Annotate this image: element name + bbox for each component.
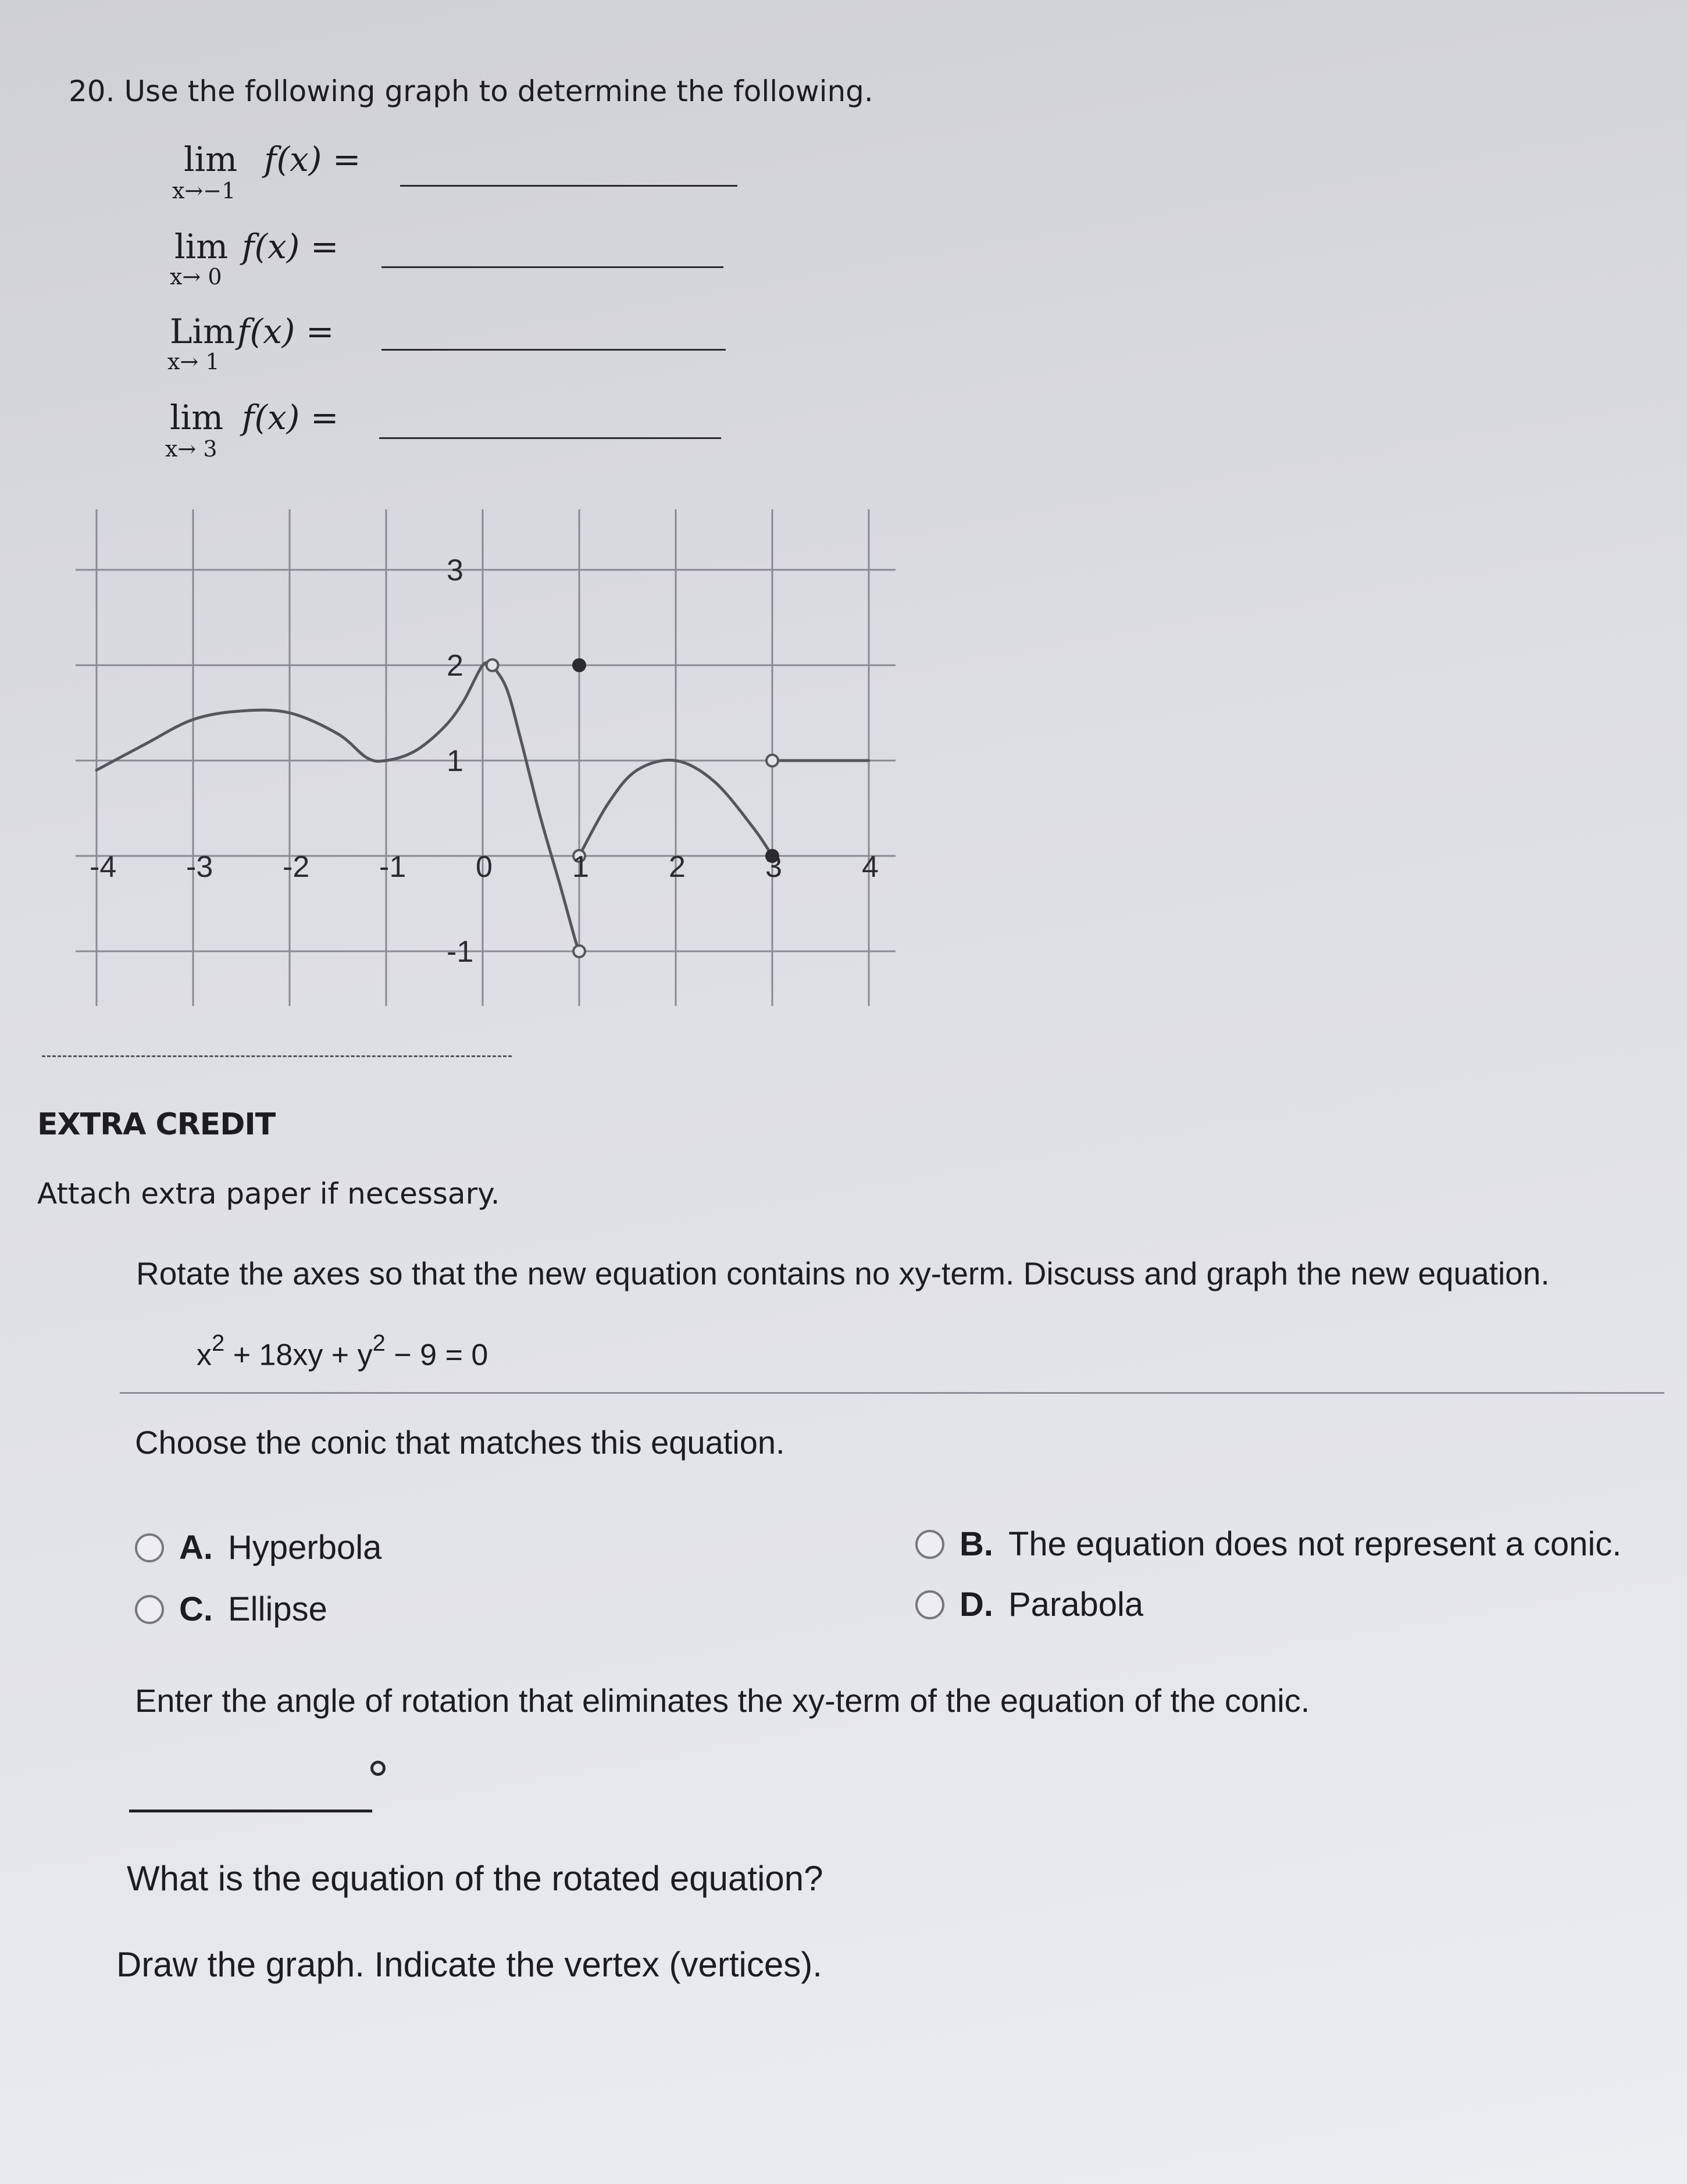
option-c[interactable]: [135, 1590, 327, 1629]
question-number: 20.: [69, 74, 115, 108]
y-tick-label: 2: [447, 649, 463, 683]
x-tick-label: -3: [186, 850, 213, 884]
lim-subscript: x→ 1: [167, 349, 220, 374]
lim-label: lim: [170, 398, 224, 437]
option-a[interactable]: [135, 1528, 381, 1567]
option-letter: D.: [960, 1586, 993, 1623]
radio-icon[interactable]: [915, 1530, 944, 1559]
eq-term: − 9 = 0: [385, 1338, 488, 1372]
lim-expression: f(x): [237, 312, 295, 351]
lim-equals: =: [310, 227, 339, 266]
option-text: The equation does not represent a conic.: [1008, 1525, 1622, 1563]
lim-expression: f(x): [242, 398, 300, 437]
x-tick-label: 1: [572, 850, 589, 884]
lim-expression: f(x): [242, 227, 300, 266]
open-point: [766, 755, 778, 766]
option-letter: B.: [960, 1525, 993, 1563]
x-tick-label: 3: [765, 850, 782, 884]
eq-exponent: 2: [372, 1330, 386, 1356]
option-text: Hyperbola: [228, 1529, 382, 1566]
attach-instruction: Attach extra paper if necessary.: [37, 1177, 500, 1211]
answer-blank[interactable]: [400, 185, 737, 187]
lim-subscript: x→ 0: [170, 264, 222, 290]
eq-term: + 18xy + y: [224, 1338, 373, 1372]
x-tick-label: -2: [283, 850, 310, 884]
option-text: Parabola: [1008, 1586, 1144, 1623]
extra-credit-title: EXTRA CREDIT: [37, 1107, 276, 1142]
question-text: Use the following graph to determine the following.: [124, 74, 873, 108]
angle-answer-input[interactable]: [129, 1810, 372, 1812]
conic-equation: [197, 1330, 488, 1372]
option-letter: C.: [179, 1590, 213, 1628]
answer-blank[interactable]: [381, 266, 723, 268]
curve-segment: [97, 662, 493, 770]
lim-subscript: x→ 3: [165, 436, 217, 462]
lim-equals: =: [310, 398, 339, 437]
x-tick-label: 4: [862, 850, 879, 884]
lim-label: Lim: [170, 312, 236, 351]
answer-blank[interactable]: [379, 437, 721, 439]
y-tick-label: 3: [447, 554, 463, 587]
x-tick-label: 0: [476, 850, 493, 884]
option-letter: A.: [179, 1529, 213, 1566]
option-d[interactable]: [915, 1585, 1143, 1624]
open-point: [487, 659, 498, 671]
rotate-instruction: Rotate the axes so that the new equation contains no xy-term. Discuss and graph the new equation.: [136, 1255, 1550, 1291]
option-text: Ellipse: [228, 1590, 327, 1628]
curve-segment: [493, 665, 579, 951]
eq-term: x: [197, 1338, 212, 1372]
lim-subscript: x→−1: [172, 178, 236, 204]
lim-equals: =: [305, 312, 334, 351]
option-b[interactable]: [915, 1525, 1621, 1564]
question-prompt: [69, 74, 873, 108]
open-point: [573, 945, 585, 957]
graph-points: [487, 658, 779, 957]
eq-exponent: 2: [212, 1330, 225, 1356]
radio-icon[interactable]: [915, 1590, 944, 1619]
y-tick-label: 1: [447, 744, 463, 778]
question-rule: [120, 1392, 1664, 1394]
degree-icon: [370, 1761, 386, 1776]
lim-equals: =: [332, 140, 361, 179]
choose-prompt: Choose the conic that matches this equation.: [135, 1424, 785, 1461]
function-graph: [52, 500, 913, 1012]
lim-expression: f(x): [264, 140, 322, 179]
answer-blank[interactable]: [381, 349, 726, 351]
closed-point: [572, 658, 586, 672]
x-tick-label: -4: [90, 850, 117, 884]
y-tick-label: -1: [447, 935, 474, 969]
x-tick-label: -1: [379, 850, 406, 884]
rotated-equation-question: What is the equation of the rotated equation?: [127, 1859, 823, 1898]
angle-prompt: Enter the angle of rotation that eliminates the xy-term of the equation of the conic.: [135, 1682, 1310, 1719]
section-divider: [42, 1055, 512, 1057]
draw-graph-instruction: Draw the graph. Indicate the vertex (vertices).: [116, 1945, 822, 1984]
lim-label: lim: [184, 140, 238, 179]
lim-label: lim: [174, 227, 229, 266]
x-tick-label: 2: [669, 850, 686, 884]
radio-icon[interactable]: [135, 1595, 164, 1624]
radio-icon[interactable]: [135, 1533, 164, 1562]
